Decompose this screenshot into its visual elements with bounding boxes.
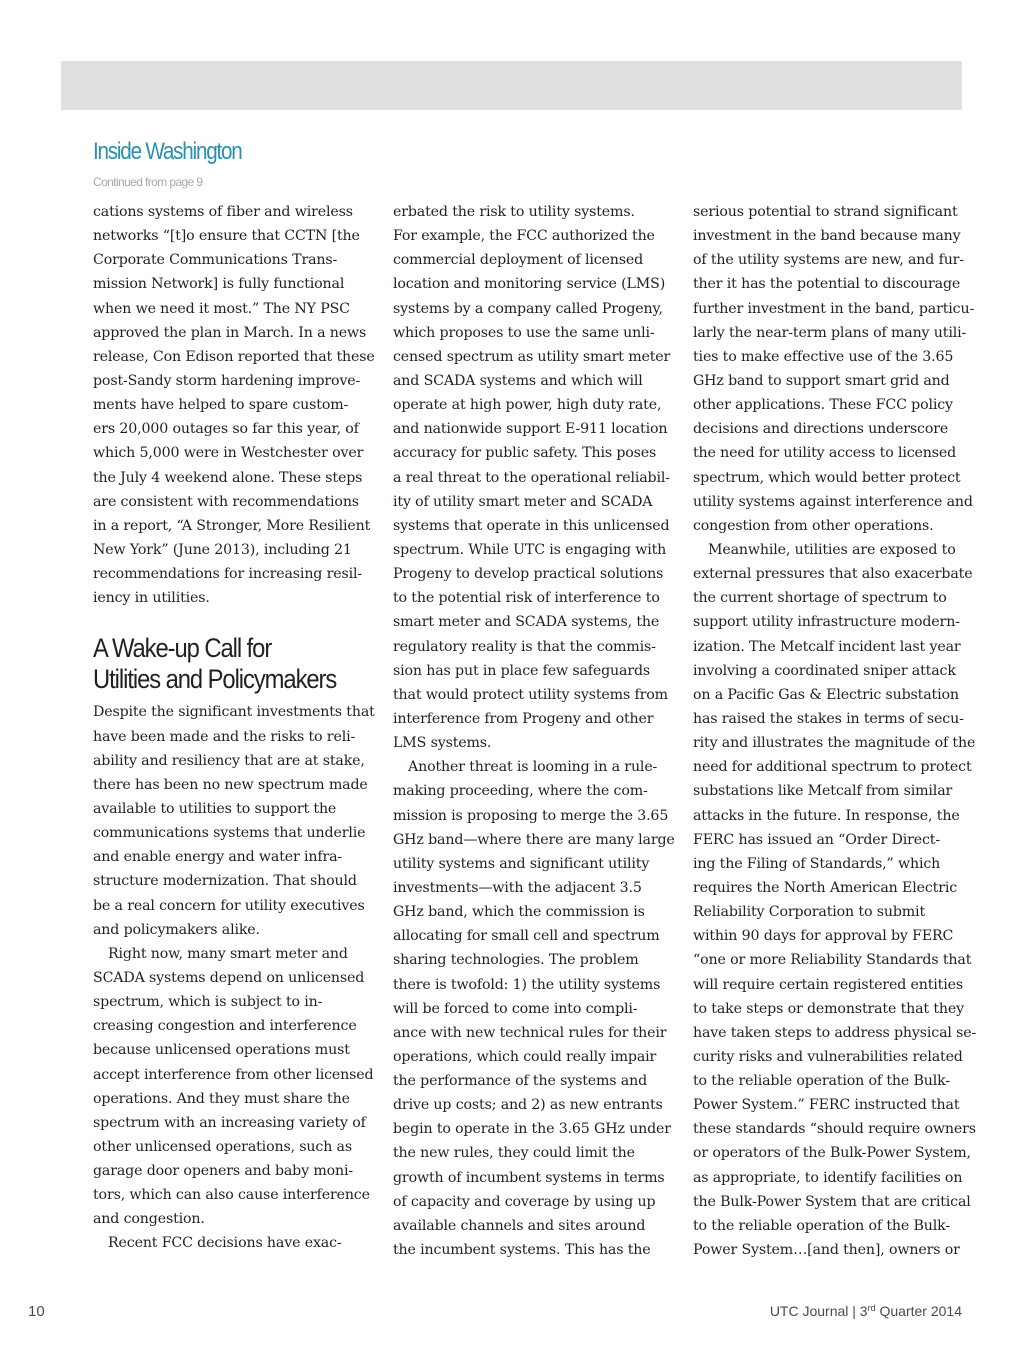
text-line: involving a coordinated sniper attack: [693, 662, 956, 679]
text-line: to the potential risk of interference to: [393, 590, 660, 607]
text-line: further investment in the band, particu-: [693, 300, 975, 317]
text-line: larly the near-term plans of many utili-: [693, 324, 967, 341]
text-line: ity of utility smart meter and SCADA: [393, 493, 653, 510]
text-line: operations, which could really impair: [393, 1048, 657, 1065]
text-line: curity risks and vulnerabilities related: [693, 1048, 963, 1065]
text-line: the Bulk-Power System that are critical: [693, 1193, 971, 1210]
text-line: systems by a company called Progeny,: [393, 300, 663, 317]
text-line: ization. The Metcalf incident last year: [693, 638, 961, 655]
text-line: interference from Progeny and other: [393, 710, 654, 727]
text-line: iency in utilities.: [93, 590, 210, 607]
text-line: that would protect utility systems from: [393, 686, 668, 703]
text-line: Despite the significant investments that: [93, 704, 375, 721]
text-line: tors, which can also cause interference: [93, 1187, 370, 1204]
ordinal-suffix: rd: [867, 1303, 876, 1313]
text-line: spectrum, which would better protect: [693, 469, 961, 486]
text-line: spectrum, which is subject to in-: [93, 994, 323, 1011]
journal-period: Quarter 2014: [875, 1303, 962, 1319]
text-line: approved the plan in March. In a news: [93, 324, 367, 341]
text-line: Another threat is looming in a rule-: [408, 759, 658, 776]
text-line: and congestion.: [93, 1211, 205, 1228]
text-line: to the reliable operation of the Bulk-: [693, 1217, 951, 1234]
text-line: requires the North American Electric: [693, 879, 958, 896]
text-line: A Wake-up Call for: [93, 633, 272, 664]
text-line: and policymakers alike.: [93, 921, 260, 938]
journal-footer: [770, 1303, 962, 1319]
text-line: to the reliable operation of the Bulk-: [693, 1073, 951, 1090]
text-line: mission Network] is fully functional: [93, 276, 345, 293]
text-line: recommendations for increasing resil-: [93, 566, 363, 583]
text-line: available to utilities to support the: [93, 800, 337, 817]
text-line: need for additional spectrum to protect: [693, 759, 972, 776]
text-line: FERC has issued an “Order Direct-: [693, 831, 940, 848]
text-line: which proposes to use the same unli-: [393, 324, 655, 341]
text-line: external pressures that also exacerbate: [693, 566, 973, 583]
text-line: be a real concern for utility executives: [93, 897, 365, 914]
text-line: accuracy for public safety. This poses: [393, 445, 657, 462]
text-line: there is twofold: 1) the utility systems: [393, 976, 661, 993]
text-line: these standards “should require owners: [693, 1121, 976, 1138]
text-line: the need for utility access to licensed: [693, 445, 957, 462]
text-line: “one or more Reliability Standards that: [693, 952, 972, 969]
text-line: post-Sandy storm hardening improve-: [93, 372, 361, 389]
text-line: rity and illustrates the magnitude of the: [693, 735, 976, 752]
text-line: LMS systems.: [393, 735, 492, 752]
text-line: structure modernization. That should: [93, 873, 357, 890]
text-line: which 5,000 were in Westchester over: [93, 445, 364, 462]
text-line: begin to operate in the 3.65 GHz under: [393, 1121, 671, 1138]
text-line: smart meter and SCADA systems, the: [393, 614, 660, 631]
text-line: serious potential to strand significant: [693, 204, 958, 220]
text-line: the incumbent systems. This has the: [393, 1242, 651, 1259]
column-1-text-bottom: [93, 700, 375, 1255]
text-line: other applications. These FCC policy: [693, 397, 953, 414]
text-line: censed spectrum as utility smart meter: [393, 348, 671, 365]
text-line: cations systems of fiber and wireless: [93, 204, 353, 220]
text-line: the new rules, they could limit the: [393, 1145, 635, 1162]
text-line: available channels and sites around: [393, 1217, 646, 1234]
text-line: ers 20,000 outages so far this year, of: [93, 421, 359, 438]
text-line: accept interference from other licensed: [93, 1066, 374, 1083]
text-line: sharing technologies. The problem: [393, 952, 639, 969]
article-column-1: [93, 200, 375, 1256]
text-line: ments have helped to spare custom-: [93, 397, 349, 414]
journal-name: UTC Journal | 3: [769, 1303, 868, 1319]
text-line: New York” (June 2013), including 21: [93, 541, 352, 558]
text-line: the performance of the systems and: [393, 1073, 648, 1090]
text-line: commercial deployment of licensed: [393, 252, 644, 269]
text-line: as appropriate, to identify facilities on: [693, 1169, 963, 1186]
text-line: GHz band to support smart grid and: [693, 372, 950, 389]
text-line: of the utility systems are new, and fur-: [693, 252, 964, 269]
text-line: utility systems against interference and: [693, 493, 973, 510]
article-column-2: [393, 200, 675, 1262]
text-line: there has been no new spectrum made: [93, 776, 368, 793]
text-line: drive up costs; and 2) as new entrants: [393, 1097, 663, 1114]
text-line: Right now, many smart meter and: [108, 945, 348, 962]
text-line: allocating for small cell and spectrum: [393, 928, 660, 945]
text-line: Reliability Corporation to submit: [693, 904, 925, 921]
text-line: Corporate Communications Trans-: [93, 252, 338, 269]
text-line: on a Pacific Gas & Electric substation: [693, 686, 959, 703]
text-line: regulatory reality is that the commis-: [393, 638, 656, 655]
text-line: spectrum with an increasing variety of: [93, 1114, 366, 1131]
text-line: to take steps or demonstrate that they: [693, 1000, 964, 1017]
text-line: when we need it most.” The NY PSC: [93, 300, 350, 317]
text-line: operate at high power, high duty rate,: [393, 397, 662, 414]
text-line: release, Con Edison reported that these: [93, 348, 375, 365]
text-line: For example, the FCC authorized the: [393, 228, 655, 245]
text-line: erbated the risk to utility systems.: [393, 204, 635, 220]
text-line: Utilities and Policymakers: [93, 664, 337, 695]
text-line: ance with new technical rules for their: [393, 1024, 667, 1041]
text-line: making proceeding, where the com-: [393, 783, 648, 800]
text-line: investment in the band because many: [693, 228, 961, 245]
text-line: location and monitoring service (LMS): [393, 276, 666, 293]
text-line: Recent FCC decisions have exac-: [108, 1235, 342, 1252]
text-line: within 90 days for approval by FERC: [693, 928, 954, 945]
article-column-3: [693, 200, 977, 1262]
text-line: Power System.” FERC instructed that: [693, 1097, 960, 1114]
text-line: will require certain registered entities: [693, 976, 963, 993]
text-line: in a report, “A Stronger, More Resilient: [93, 517, 371, 534]
section-heading: [93, 633, 337, 695]
text-line: ing the Filing of Standards,” which: [693, 855, 941, 872]
text-line: ties to make effective use of the 3.65: [693, 348, 954, 365]
text-line: Progeny to develop practical solutions: [393, 566, 664, 583]
text-line: systems that operate in this unlicensed: [393, 517, 670, 534]
section-title: Inside Washington: [93, 138, 242, 165]
text-line: and nationwide support E-911 location: [393, 421, 668, 438]
text-line: have taken steps to address physical se-: [693, 1024, 977, 1041]
text-line: mission is proposing to merge the 3.65: [393, 807, 669, 824]
text-line: have been made and the risks to reli-: [93, 728, 356, 745]
text-line: decisions and directions underscore: [693, 421, 949, 438]
text-line: ability and resiliency that are at stake,: [93, 752, 365, 769]
text-line: congestion from other operations.: [693, 517, 934, 534]
text-line: GHz band—where there are many large: [393, 831, 675, 848]
text-line: support utility infrastructure modern-: [693, 614, 960, 631]
text-line: substations like Metcalf from similar: [693, 783, 953, 800]
header-band: [61, 61, 962, 110]
text-line: Meanwhile, utilities are exposed to: [708, 541, 956, 558]
text-line: operations. And they must share the: [93, 1090, 350, 1107]
text-line: utility systems and significant utility: [393, 855, 650, 872]
text-line: of capacity and coverage by using up: [393, 1193, 656, 1210]
continued-note: Continued from page 9: [93, 175, 203, 189]
text-line: will be forced to come into compli-: [393, 1000, 638, 1017]
text-line: or operators of the Bulk-Power System,: [693, 1145, 971, 1162]
text-line: communications systems that underlie: [93, 825, 366, 842]
text-line: and SCADA systems and which will: [393, 372, 643, 389]
text-line: a real threat to the operational reliabil-: [393, 469, 670, 486]
text-line: Power System…[and then], owners or: [693, 1242, 960, 1259]
text-line: creasing congestion and interference: [93, 1018, 357, 1035]
text-line: networks “[t]o ensure that CCTN [the: [93, 228, 360, 245]
page-number: 10: [28, 1303, 45, 1320]
text-line: investments—with the adjacent 3.5: [393, 879, 642, 896]
text-line: are consistent with recommendations: [93, 493, 359, 510]
text-line: other unlicensed operations, such as: [93, 1138, 352, 1155]
text-line: spectrum. While UTC is engaging with: [393, 541, 667, 558]
text-line: the July 4 weekend alone. These steps: [93, 469, 363, 486]
column-1-text-top: [93, 200, 375, 610]
text-line: GHz band, which the commission is: [393, 904, 645, 921]
text-line: because unlicensed operations must: [93, 1042, 350, 1059]
text-line: has raised the stakes in terms of secu-: [693, 710, 964, 727]
text-line: garage door openers and baby moni-: [93, 1163, 354, 1180]
text-line: attacks in the future. In response, the: [693, 807, 960, 824]
text-line: SCADA systems depend on unlicensed: [93, 969, 365, 986]
text-line: the current shortage of spectrum to: [693, 590, 947, 607]
text-line: growth of incumbent systems in terms: [393, 1169, 665, 1186]
text-line: ther it has the potential to discourage: [693, 276, 961, 293]
text-line: and enable energy and water infra-: [93, 849, 343, 866]
text-line: sion has put in place few safeguards: [393, 662, 651, 679]
